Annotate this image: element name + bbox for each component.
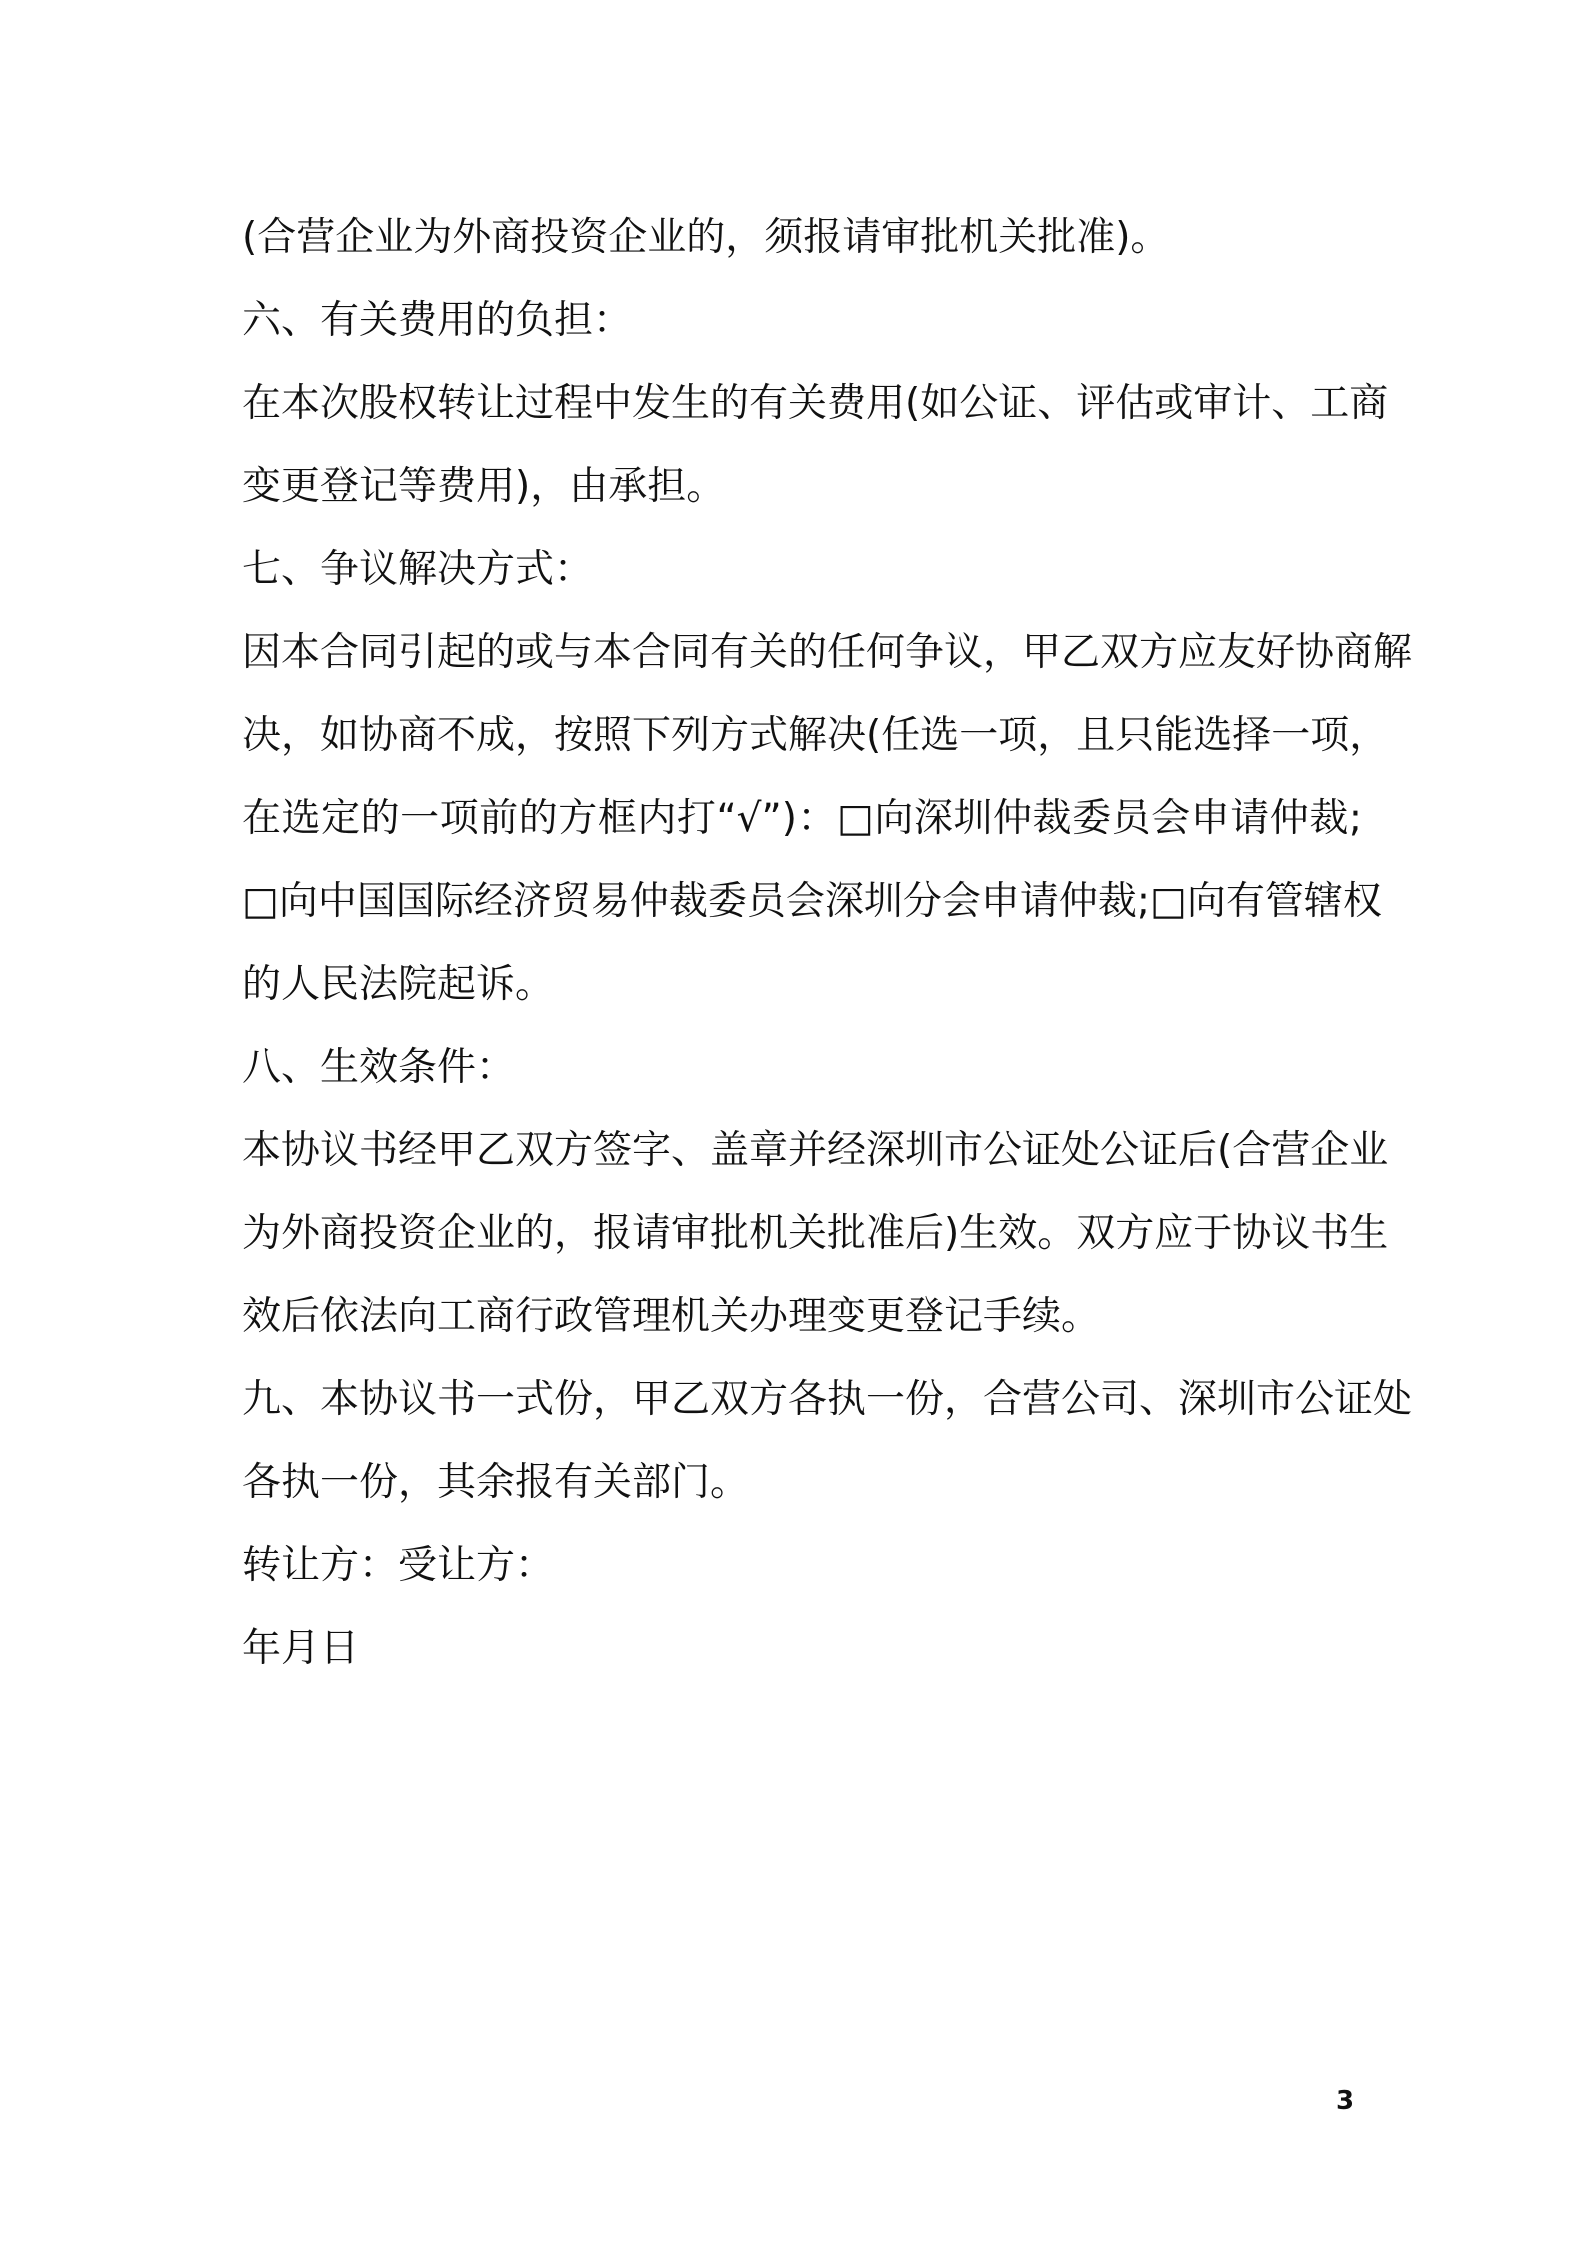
clause-nine-text-line-1: 九、本协议书一式份，甲乙双方各执一份，合营公司、深圳市公证处 [242, 1377, 1413, 1422]
clause-seven-text-line-2: 决，如协商不成，按照下列方式解决(任选一项，且只能选择一项， [242, 713, 1389, 758]
clause-eight-text-line-2: 为外商投资企业的，报请审批机关批准后)生效。双方应于协议书生 [242, 1211, 1389, 1256]
clause-seven-text-line-1: 因本合同引起的或与本合同有关的任何争议，甲乙双方应友好协商解 [242, 630, 1413, 675]
clause-six-text-line-1: 在本次股权转让过程中发生的有关费用(如公证、评估或审计、工商 [242, 381, 1389, 426]
clause-eight-text-line-1: 本协议书经甲乙双方签字、盖章并经深圳市公证处公证后(合营企业 [242, 1128, 1389, 1173]
clause-eight-heading: 八、生效条件： [242, 1045, 516, 1090]
clause-six-text-line-2: 变更登记等费用)，由承担。 [242, 464, 726, 509]
signature-date: 年月日 [242, 1626, 360, 1671]
page-number: 3 [1336, 2086, 1355, 2116]
clause-seven-text-line-3: 在选定的一项前的方框内打“√”)：□向深圳仲裁委员会申请仲裁; [242, 796, 1362, 841]
clause-five-tail: (合营企业为外商投资企业的，须报请审批机关批准)。 [242, 215, 1170, 260]
clause-seven-text-line-5: 的人民法院起诉。 [242, 962, 555, 1007]
signature-parties: 转让方：受让方： [242, 1543, 555, 1588]
clause-seven-text-line-4: □向中国国际经济贸易仲裁委员会深圳分会申请仲裁;□向有管辖权 [242, 879, 1382, 924]
clause-seven-heading: 七、争议解决方式： [242, 547, 594, 592]
clause-nine-text-line-2: 各执一份，其余报有关部门。 [242, 1460, 750, 1505]
clause-six-heading: 六、有关费用的负担： [242, 298, 633, 343]
document-body [242, 196, 1413, 1690]
clause-eight-text-line-3: 效后依法向工商行政管理机关办理变更登记手续。 [242, 1294, 1101, 1339]
